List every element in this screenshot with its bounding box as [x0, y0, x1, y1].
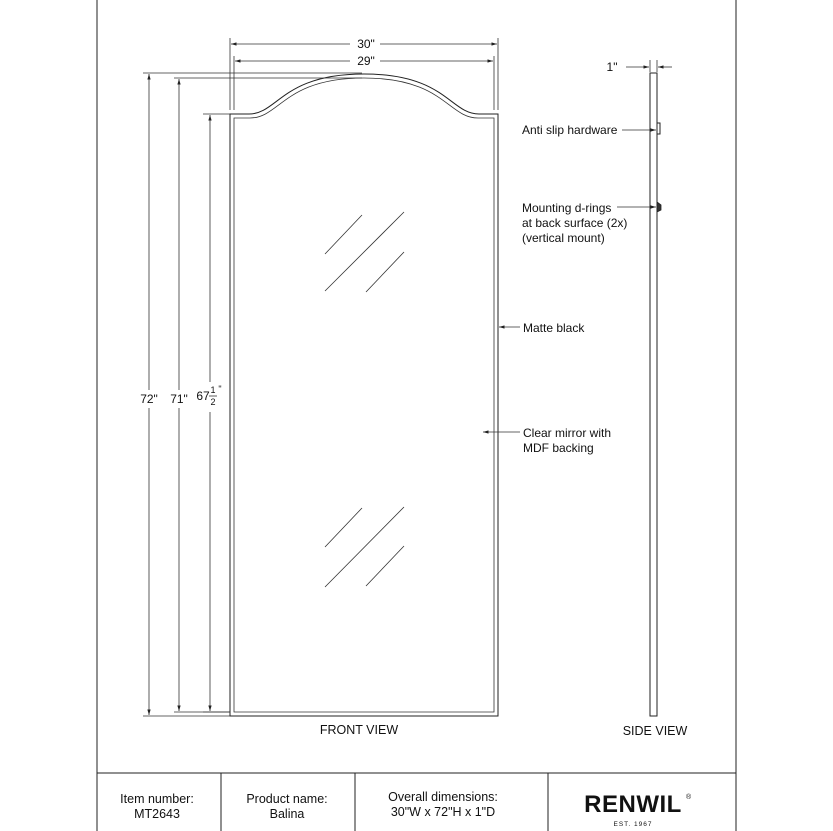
svg-text:Anti slip hardware: Anti slip hardware [522, 123, 618, 137]
svg-text:MDF backing: MDF backing [523, 441, 594, 455]
side-view-profile [650, 73, 661, 716]
side-height-frac-den: 2 [210, 397, 216, 407]
overall-height-label: 72" [140, 392, 158, 406]
callout-matte-black [499, 321, 585, 335]
side-height-frac-num: 1 [210, 385, 216, 395]
callout-clear-mirror [483, 426, 611, 455]
depth-dimension [607, 60, 672, 74]
side-view-label: SIDE VIEW [622, 724, 688, 738]
sheet-border [97, 0, 736, 831]
svg-text:(vertical mount): (vertical mount) [522, 231, 605, 245]
mirror-width-label: 29" [357, 54, 375, 68]
title-block [97, 773, 736, 831]
overall-width-label: 30" [357, 37, 375, 51]
callout-d-rings [522, 201, 656, 245]
svg-text:Matte black: Matte black [523, 321, 585, 335]
d-ring [657, 202, 661, 212]
product-name-label: Product name: [246, 792, 328, 806]
mirror-inner-frame [234, 78, 494, 712]
reflection-glint-top [325, 212, 404, 292]
brand-established: EST. 1967 [613, 821, 653, 828]
overall-dimensions-label: Overall dimensions: [388, 790, 498, 804]
front-view-mirror [230, 74, 498, 716]
side-height-whole: 67 [196, 389, 210, 403]
overall-dimensions-value: 30"W x 72"H x 1"D [390, 805, 496, 819]
front-view-label: FRONT VIEW [319, 723, 399, 737]
width-dimension-29 [234, 54, 494, 110]
height-dimension-67-5 [196, 114, 230, 712]
svg-text:at back surface (2x): at back surface (2x) [522, 216, 628, 230]
brand-registered-mark: ® [686, 794, 692, 801]
mirror-outer-frame [230, 74, 498, 716]
svg-text:Clear mirror with: Clear mirror with [523, 426, 612, 440]
callout-anti-slip [522, 123, 656, 137]
item-number-label: Item number: [120, 792, 194, 806]
anti-slip-hardware [657, 123, 660, 134]
reflection-glint-bottom [325, 507, 404, 587]
depth-label: 1" [606, 60, 618, 74]
item-number-value: MT2643 [134, 807, 180, 821]
svg-text:Mounting d-rings: Mounting d-rings [522, 201, 612, 215]
side-height-unit: " [218, 384, 222, 394]
brand-name: RENWIL [584, 791, 682, 818]
product-name-value: Balina [269, 807, 305, 821]
renwil-logo [584, 791, 692, 828]
frame-height-label: 71" [170, 392, 188, 406]
